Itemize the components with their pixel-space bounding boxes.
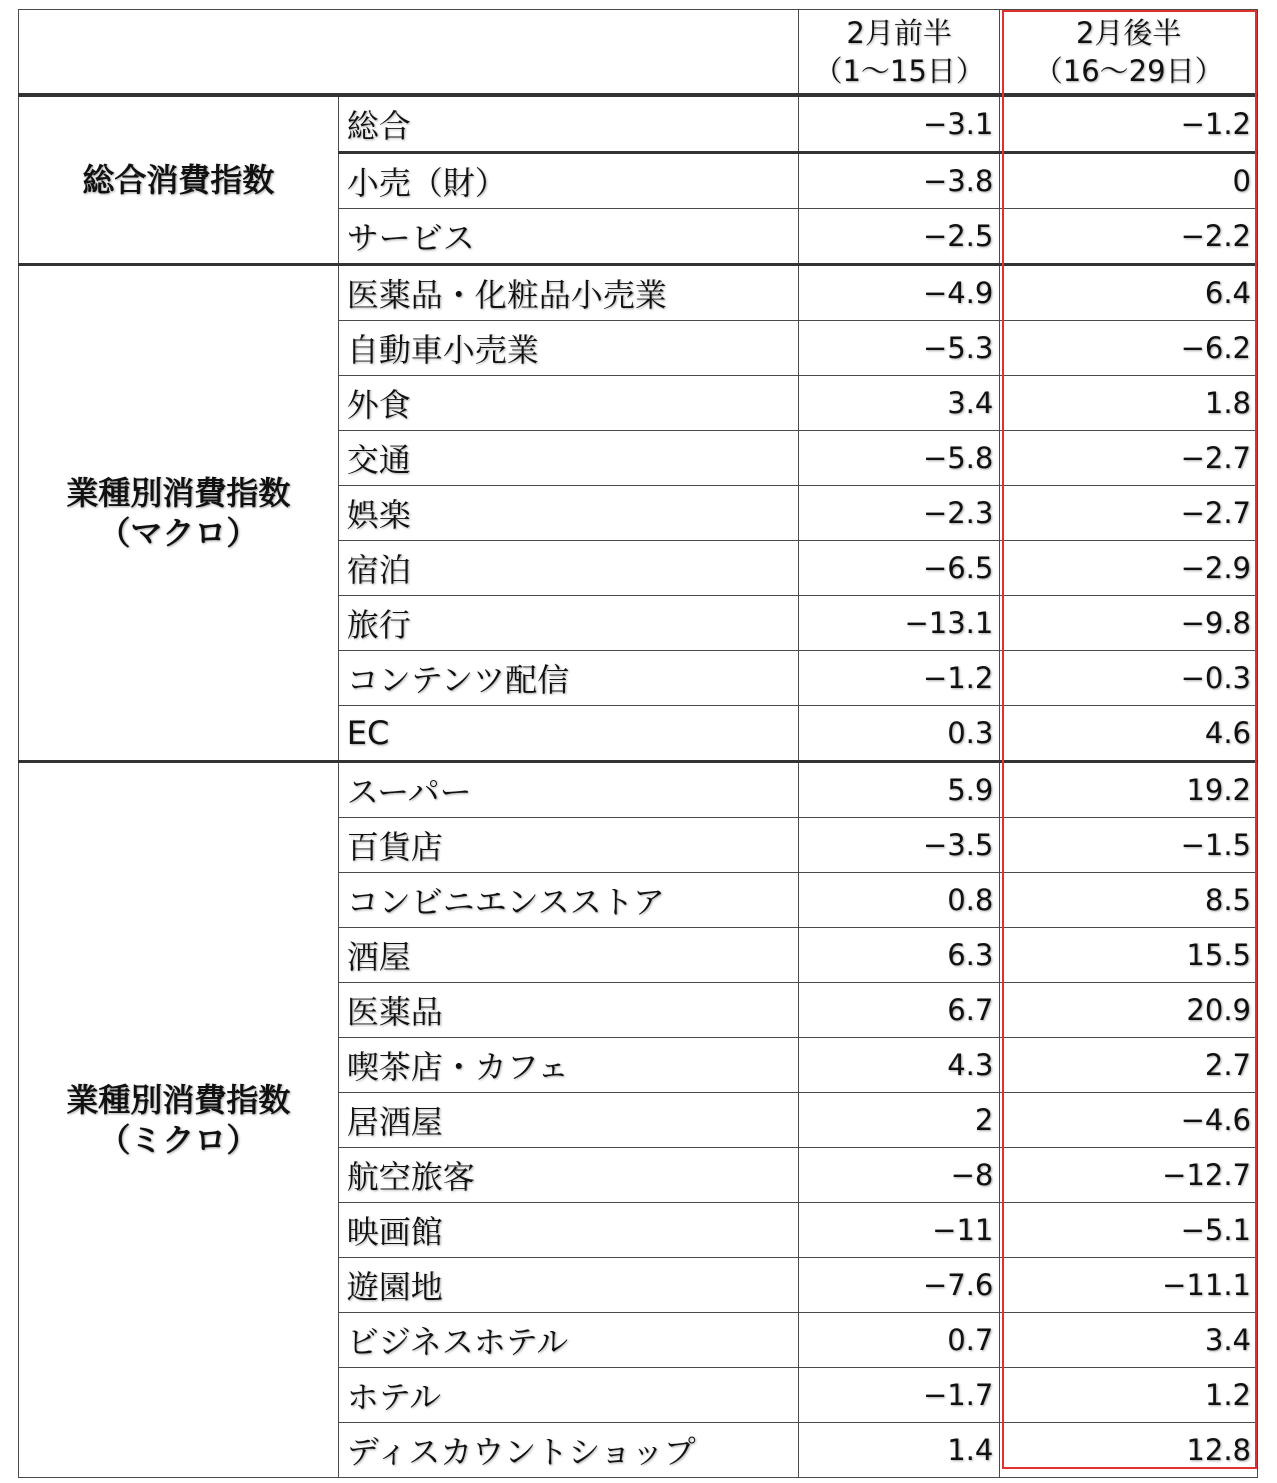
second-half-value: −12.7: [1000, 1148, 1258, 1203]
first-half-value: 6.7: [798, 983, 999, 1038]
second-half-value: −6.2: [1000, 321, 1258, 376]
second-half-value: 19.2: [1000, 762, 1258, 818]
header-blank-cell: [19, 10, 799, 96]
table-row: [19, 265, 1258, 321]
row-label: 小売（財）: [338, 153, 798, 209]
second-half-value: 0: [1000, 153, 1258, 209]
second-half-value: 15.5: [1000, 928, 1258, 983]
table-row: [19, 95, 1258, 153]
second-half-value: 3.4: [1000, 1313, 1258, 1368]
row-label: 外食: [338, 376, 798, 431]
first-half-value: −5.3: [798, 321, 999, 376]
first-half-value: −3.5: [798, 818, 999, 873]
first-half-value: −3.8: [798, 153, 999, 209]
second-half-value: −9.8: [1000, 596, 1258, 651]
row-label: ホテル: [338, 1368, 798, 1423]
table-row: [19, 762, 1258, 818]
second-half-value: −11.1: [1000, 1258, 1258, 1313]
row-label: 遊園地: [338, 1258, 798, 1313]
first-half-value: 3.4: [798, 376, 999, 431]
header-second-half-title: 2月後半: [1075, 15, 1182, 50]
group-sublabel: （ミクロ）: [98, 1121, 259, 1159]
group-sublabel: （マクロ）: [98, 514, 259, 552]
second-half-value: −0.3: [1000, 651, 1258, 706]
header-first-half-range: （1〜15日）: [813, 53, 985, 88]
header-first-half: [798, 10, 999, 96]
row-label: 旅行: [338, 596, 798, 651]
row-label: 航空旅客: [338, 1148, 798, 1203]
group-label: 業種別消費指数: [66, 474, 291, 512]
second-half-value: 8.5: [1000, 873, 1258, 928]
second-half-value: −2.9: [1000, 541, 1258, 596]
row-label: 総合: [338, 95, 798, 153]
first-half-value: −6.5: [798, 541, 999, 596]
group-label-cell: [19, 762, 339, 1478]
row-label: 酒屋: [338, 928, 798, 983]
row-label: 娯楽: [338, 486, 798, 541]
header-row: [19, 10, 1258, 96]
group-label-cell: [19, 265, 339, 762]
header-second-half: [1000, 10, 1258, 96]
first-half-value: −1.7: [798, 1368, 999, 1423]
second-half-value: −5.1: [1000, 1203, 1258, 1258]
row-label: 医薬品・化粧品小売業: [338, 265, 798, 321]
consumption-index-table: [18, 9, 1258, 1478]
header-first-half-title: 2月前半: [846, 15, 952, 50]
second-half-value: −2.2: [1000, 209, 1258, 265]
row-label: 宿泊: [338, 541, 798, 596]
first-half-value: −4.9: [798, 265, 999, 321]
first-half-value: −13.1: [798, 596, 999, 651]
second-half-value: −4.6: [1000, 1093, 1258, 1148]
row-label: 医薬品: [338, 983, 798, 1038]
row-label: スーパー: [338, 762, 798, 818]
second-half-value: 20.9: [1000, 983, 1258, 1038]
second-half-value: −1.2: [1000, 95, 1258, 153]
first-half-value: 4.3: [798, 1038, 999, 1093]
row-label: 喫茶店・カフェ: [338, 1038, 798, 1093]
row-label: 自動車小売業: [338, 321, 798, 376]
second-half-value: 6.4: [1000, 265, 1258, 321]
second-half-value: −2.7: [1000, 431, 1258, 486]
first-half-value: −8: [798, 1148, 999, 1203]
second-half-value: 2.7: [1000, 1038, 1258, 1093]
row-label: 映画館: [338, 1203, 798, 1258]
first-half-value: 0.7: [798, 1313, 999, 1368]
row-label: ビジネスホテル: [338, 1313, 798, 1368]
row-label: 百貨店: [338, 818, 798, 873]
second-half-value: −1.5: [1000, 818, 1258, 873]
first-half-value: 2: [798, 1093, 999, 1148]
first-half-value: 1.4: [798, 1423, 999, 1478]
first-half-value: 0.8: [798, 873, 999, 928]
second-half-value: −2.7: [1000, 486, 1258, 541]
second-half-value: 12.8: [1000, 1423, 1258, 1478]
header-second-half-range: （16〜29日）: [1033, 53, 1224, 88]
first-half-value: −1.2: [798, 651, 999, 706]
row-label: コンテンツ配信: [338, 651, 798, 706]
first-half-value: −2.3: [798, 486, 999, 541]
second-half-value: 1.8: [1000, 376, 1258, 431]
group-label: 総合消費指数: [82, 161, 275, 199]
row-label: 居酒屋: [338, 1093, 798, 1148]
first-half-value: 5.9: [798, 762, 999, 818]
first-half-value: 6.3: [798, 928, 999, 983]
first-half-value: 0.3: [798, 706, 999, 762]
table-body: [19, 95, 1258, 1478]
group-label-cell: [19, 95, 339, 265]
first-half-value: −5.8: [798, 431, 999, 486]
row-label: EC: [338, 706, 798, 762]
row-label: コンビニエンスストア: [338, 873, 798, 928]
second-half-value: 4.6: [1000, 706, 1258, 762]
second-half-value: 1.2: [1000, 1368, 1258, 1423]
first-half-value: −3.1: [798, 95, 999, 153]
first-half-value: −2.5: [798, 209, 999, 265]
group-label: 業種別消費指数: [66, 1081, 291, 1119]
first-half-value: −7.6: [798, 1258, 999, 1313]
row-label: 交通: [338, 431, 798, 486]
row-label: サービス: [338, 209, 798, 265]
row-label: ディスカウントショップ: [338, 1423, 798, 1478]
first-half-value: −11: [798, 1203, 999, 1258]
